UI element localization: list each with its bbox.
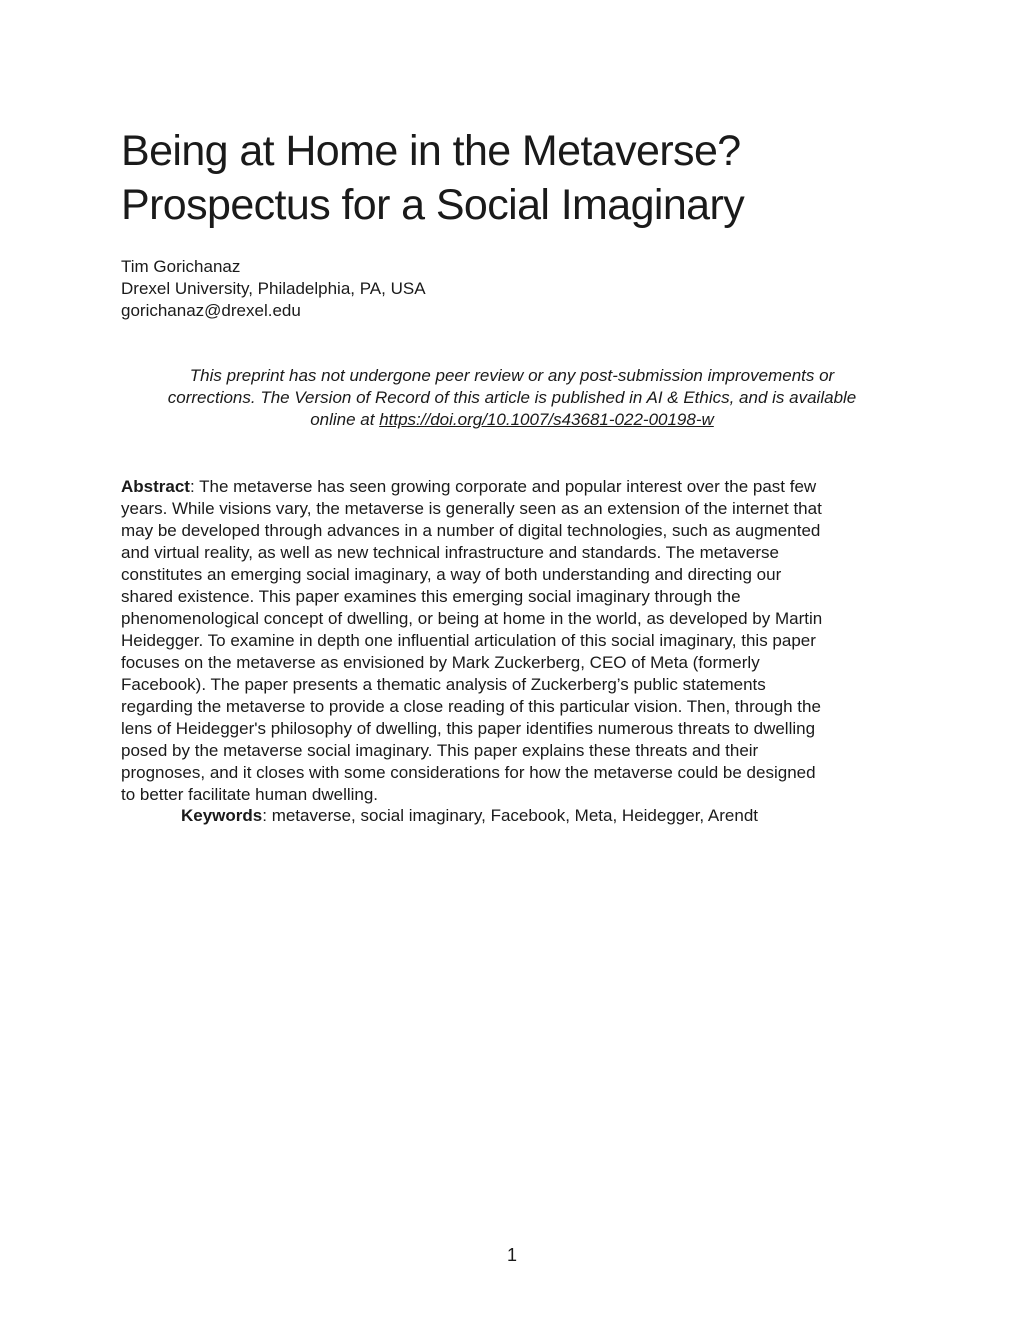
author-affiliation: Drexel University, Philadelphia, PA, USA [121,279,426,298]
abstract-first-line: : The metaverse has seen growing corporate and popular interest over the past few [189,477,817,496]
abstract-line: prognoses, and it closes with some considerations for how the metaverse could be designed [121,763,816,782]
notice-line-2: corrections. The Version of Record of this article is published in AI & Ethics, and is available [167,388,857,407]
abstract-line: focuses on the metaverse as envisioned by Mark Zuckerberg, CEO of Meta (formerly [121,653,760,672]
author-block [121,256,426,322]
notice-line-3 [100,409,924,431]
abstract-line-0 [121,476,911,498]
keywords [181,805,758,827]
abstract-line: posed by the metaverse social imaginary. This paper explains these threats and their [121,741,759,760]
abstract-line: phenomenological concept of dwelling, or being at home in the world, as developed by Martin [121,609,823,628]
notice-line-1: This preprint has not undergone peer review or any post-submission improvements or [189,366,835,385]
abstract-label: Abstract [121,477,190,496]
doi-link[interactable]: https://doi.org/10.1007/s43681-022-00198-w [379,410,714,429]
abstract-line: constitutes an emerging social imaginary, a way of both understanding and directing our [121,565,782,584]
keywords-text: : metaverse, social imaginary, Facebook, Meta, Heidegger, Arendt [262,806,759,825]
abstract [121,476,911,806]
author-name: Tim Gorichanaz [121,257,241,276]
author-email: gorichanaz@drexel.edu [121,301,301,320]
abstract-line: lens of Heidegger's philosophy of dwelling, this paper identifies numerous threats to dwelling [121,719,816,738]
preprint-notice [100,365,924,431]
paper-title [121,124,921,232]
abstract-line: shared existence. This paper examines this emerging social imaginary through the [121,587,741,606]
abstract-line: regarding the metaverse to provide a close reading of this particular vision. Then, through the [121,697,821,716]
notice-line-3-prefix: online at [310,410,380,429]
page-number: 1 [506,1245,517,1265]
title-line-2: Prospectus for a Social Imaginary [121,181,745,229]
keywords-label: Keywords [181,806,263,825]
abstract-line: may be developed through advances in a number of digital technologies, such as augmented [121,521,821,540]
abstract-line: Facebook). The paper presents a thematic analysis of Zuckerberg’s public statements [121,675,766,694]
title-line-1: Being at Home in the Metaverse? [121,127,741,175]
abstract-line: to better facilitate human dwelling. [121,785,379,804]
abstract-line: Heidegger. To examine in depth one influential articulation of this social imaginary, this paper [121,631,816,650]
abstract-line: and virtual reality, as well as new technical infrastructure and standards. The metaverse [121,543,779,562]
abstract-line: years. While visions vary, the metaverse is generally seen as an extension of the internet that [121,499,822,518]
